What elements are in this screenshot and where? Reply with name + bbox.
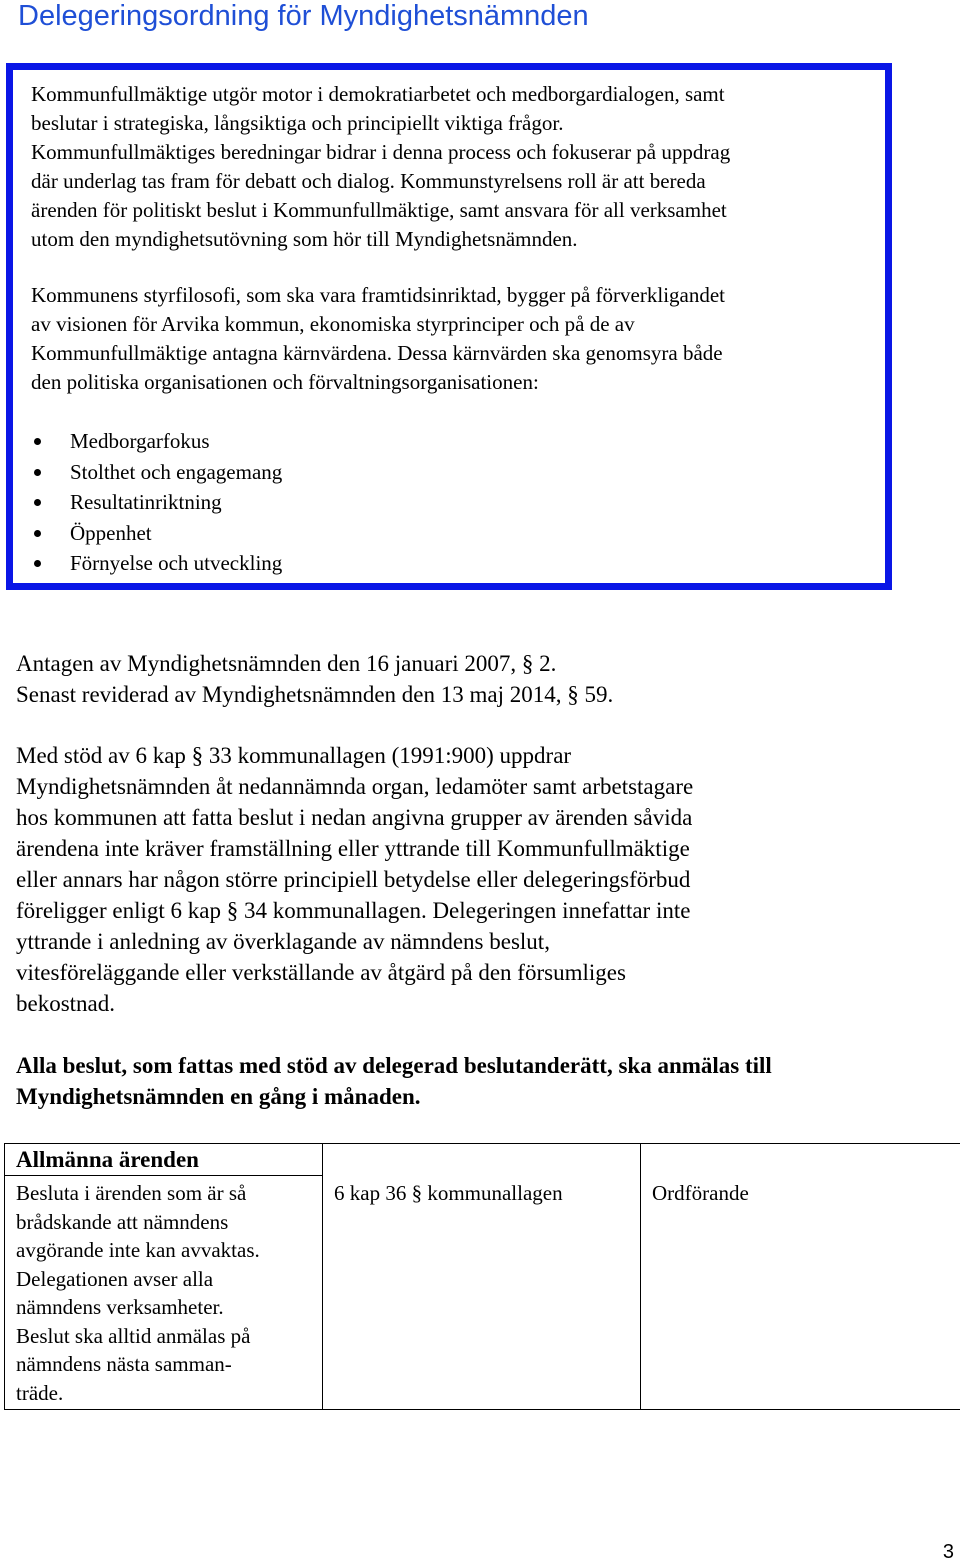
matter-line: Besluta i ärenden som är så [16,1181,247,1205]
table-section-row [5,1144,960,1176]
list-item: Medborgarfokus [33,426,282,457]
delegation-line-2: Myndighetsnämnden åt nedannämnda organ, ledamöter samt arbetstagare [16,774,694,799]
law-reference: 6 kap 36 § kommunallagen [334,1180,563,1205]
delegation-line-7: yttrande i anledning av överklagande av nämndens beslut, [16,929,550,954]
page-number: 3 [942,1541,954,1563]
document-title: Delegeringsordning för Myndighetsnämnden [18,0,589,32]
empty-cell [641,1144,960,1176]
list-item: Resultatinriktning [33,487,282,518]
delegation-table [4,1143,960,1410]
law-reference-cell [323,1176,641,1410]
delegation-line-1: Med stöd av 6 kap § 33 kommunallagen (1991:900) uppdrar [16,743,572,768]
reporting-notice [16,1050,772,1112]
list-item: Förnyelse och utveckling [33,548,282,579]
intro-paragraph-2 [31,281,871,397]
table-row [5,1176,960,1410]
delegation-line-3: hos kommunen att fatta beslut i nedan angivna grupper av ärenden såvida [16,805,693,830]
delegation-line-8: vitesföreläggande eller verkställande av åtgärd på den försumliges [16,960,626,985]
delegation-line-6: föreligger enligt 6 kap § 34 kommunallagen. Delegeringen innefattar inte [16,898,691,923]
intro-p2-line-1: Kommunens styrfilosofi, som ska vara framtidsinriktad, bygger på förverkligandet [31,283,726,307]
matter-line: Beslut ska alltid anmälas på [16,1323,251,1348]
delegation-line-9: bekostnad. [16,991,116,1016]
section-header: Allmänna ärenden [16,1147,199,1172]
matter-line: avgörande inte kan avvaktas. [16,1238,260,1262]
matter-line: nämndens verksamheter. [16,1295,224,1319]
adoption-line-1: Antagen av Myndighetsnämnden den 16 januari 2007, § 2. [16,651,557,676]
list-item: Öppenhet [33,518,282,549]
core-values-list [33,426,282,579]
matter-cell [5,1176,323,1410]
intro-p2-line-3: Kommunfullmäktige antagna kärnvärdena. Dessa kärnvärden ska genomsyra både [31,341,723,365]
matter-line: nämndens nästa samman- [16,1352,232,1376]
delegate-cell [641,1176,960,1410]
delegation-line-5: eller annars har någon större principiell betydelse eller delegeringsförbud [16,867,691,892]
adoption-info [16,648,613,710]
intro-p1-line-2: beslutar i strategiska, långsiktiga och principiellt viktiga frågor. [31,111,564,135]
section-header-cell [5,1144,323,1176]
intro-p1-line-4: där underlag tas fram för debatt och dialog. Kommunstyrelsens roll är att bereda [31,169,706,193]
matter-line: brådskande att nämndens [16,1209,229,1234]
intro-frame [6,63,892,590]
matter-line: träde. [16,1380,64,1405]
intro-p1-line-3: Kommunfullmäktiges beredningar bidrar i denna process och fokuserar på uppdrag [31,140,731,164]
intro-paragraph-1 [31,80,871,254]
delegation-paragraph [16,740,693,1019]
notice-line-2: Myndighetsnämnden en gång i månaden. [16,1084,421,1109]
list-item: Stolthet och engagemang [33,457,282,488]
notice-line-1: Alla beslut, som fattas med stöd av delegerad beslutanderätt, ska anmälas till [16,1053,772,1078]
matter-line: Delegationen avser alla [16,1266,214,1291]
intro-p1-line-6: utom den myndighetsutövning som hör till Myndighetsnämnden. [31,227,578,251]
intro-p1-line-1: Kommunfullmäktige utgör motor i demokratiarbetet och medborgardialogen, samt [31,82,725,106]
delegate: Ordförande [652,1180,749,1205]
intro-p1-line-5: ärenden för politiskt beslut i Kommunfullmäktige, samt ansvara för all verksamhet [31,198,727,222]
intro-p2-line-2: av visionen för Arvika kommun, ekonomiska styrprinciper och på de av [31,312,635,336]
empty-cell [323,1144,641,1176]
intro-p2-line-4: den politiska organisationen och förvaltningsorganisationen: [31,370,539,394]
delegation-line-4: ärendena inte kräver framställning eller yttrande till Kommunfullmäktige [16,836,690,861]
adoption-line-2: Senast reviderad av Myndighetsnämnden den 13 maj 2014, § 59. [16,682,614,707]
